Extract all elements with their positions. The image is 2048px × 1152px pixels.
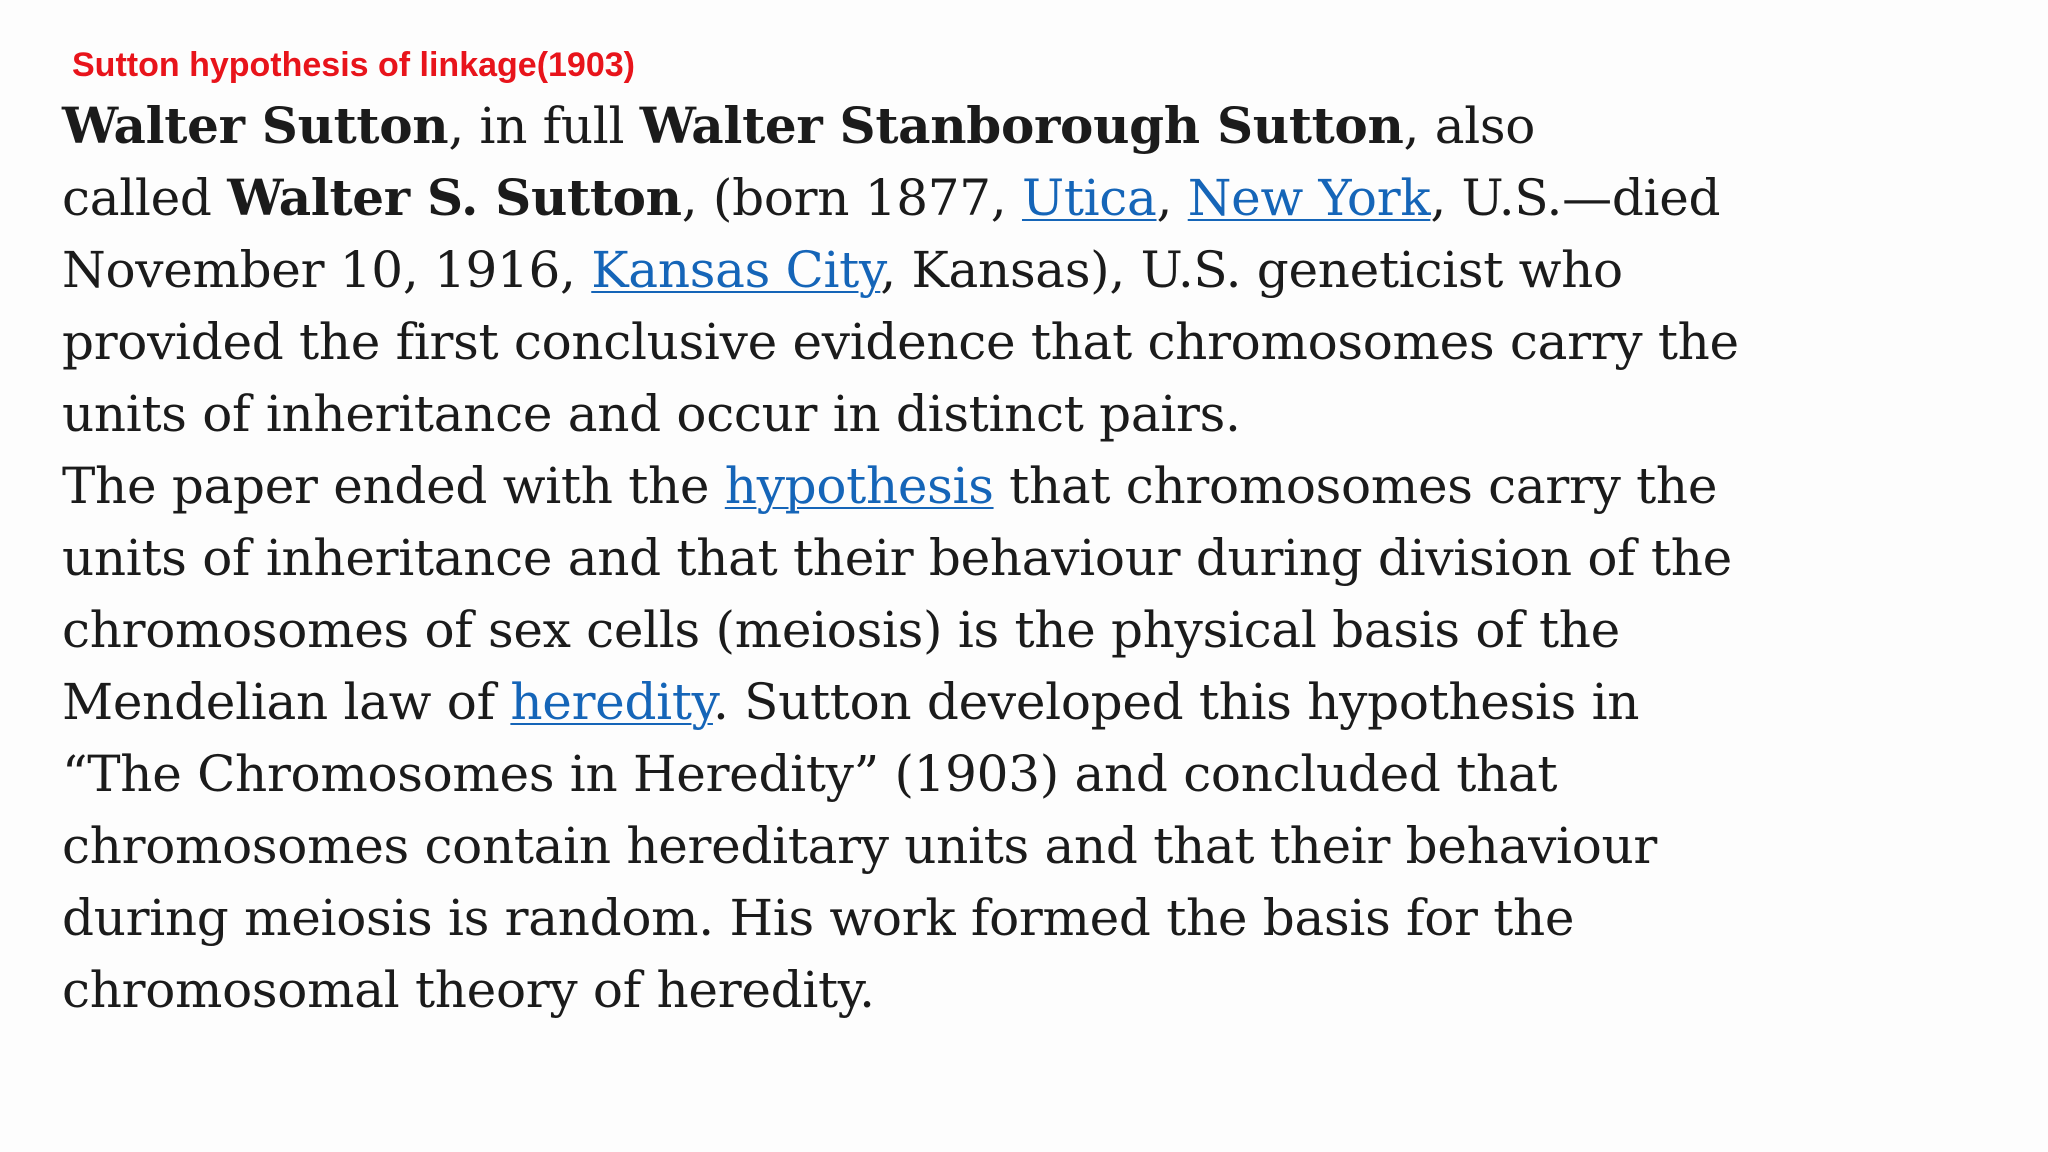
- text-segment: , U.S.—died: [1430, 169, 1721, 227]
- alt-name-bold: Walter S. Sutton: [227, 168, 682, 227]
- text-line: [62, 162, 1962, 234]
- text-segment: The paper ended with the: [62, 457, 725, 515]
- text-segment: ,: [1156, 169, 1188, 227]
- text-line: [62, 234, 1962, 306]
- text-segment: called: [62, 169, 228, 227]
- text-segment: , in full: [448, 97, 640, 155]
- text-line: [62, 450, 1962, 522]
- text-line: units of inheritance and occur in distinct pairs.: [62, 385, 1241, 443]
- slide-title: Sutton hypothesis of linkage(1903): [72, 46, 635, 84]
- text-line: units of inheritance and that their behaviour during division of the: [62, 529, 1732, 587]
- link-kansas-city[interactable]: Kansas City: [591, 241, 881, 299]
- text-line: provided the first conclusive evidence that chromosomes carry the: [62, 313, 1739, 371]
- text-line: [62, 90, 1962, 162]
- paragraph-biography: [62, 90, 1962, 450]
- text-segment: , also: [1403, 97, 1536, 155]
- text-segment: . Sutton developed this hypothesis in: [712, 673, 1640, 731]
- text-segment: November 10, 1916,: [62, 241, 592, 299]
- link-new-york[interactable]: New York: [1187, 169, 1431, 227]
- fullname-bold: Walter Stanborough Sutton: [639, 96, 1404, 155]
- link-heredity[interactable]: heredity: [510, 673, 713, 731]
- link-utica[interactable]: Utica: [1021, 169, 1157, 227]
- text-line: [62, 666, 1962, 738]
- paragraph-hypothesis: [62, 450, 1962, 1026]
- text-segment: that chromosomes carry the: [993, 457, 1718, 515]
- text-line: “The Chromosomes in Heredity” (1903) and concluded that: [62, 745, 1558, 803]
- text-segment: Mendelian law of: [62, 673, 511, 731]
- text-line: chromosomes contain hereditary units and that their behaviour: [62, 817, 1658, 875]
- text-line: chromosomal theory of heredity.: [62, 961, 875, 1019]
- text-segment: , (born 1877,: [681, 169, 1022, 227]
- text-line: chromosomes of sex cells (meiosis) is the physical basis of the: [62, 601, 1620, 659]
- text-segment: , Kansas), U.S. geneticist who: [880, 241, 1623, 299]
- body-text: [62, 90, 1962, 1026]
- link-hypothesis[interactable]: hypothesis: [724, 457, 994, 515]
- text-line: during meiosis is random. His work formed the basis for the: [62, 889, 1575, 947]
- name-bold: Walter Sutton: [62, 96, 449, 155]
